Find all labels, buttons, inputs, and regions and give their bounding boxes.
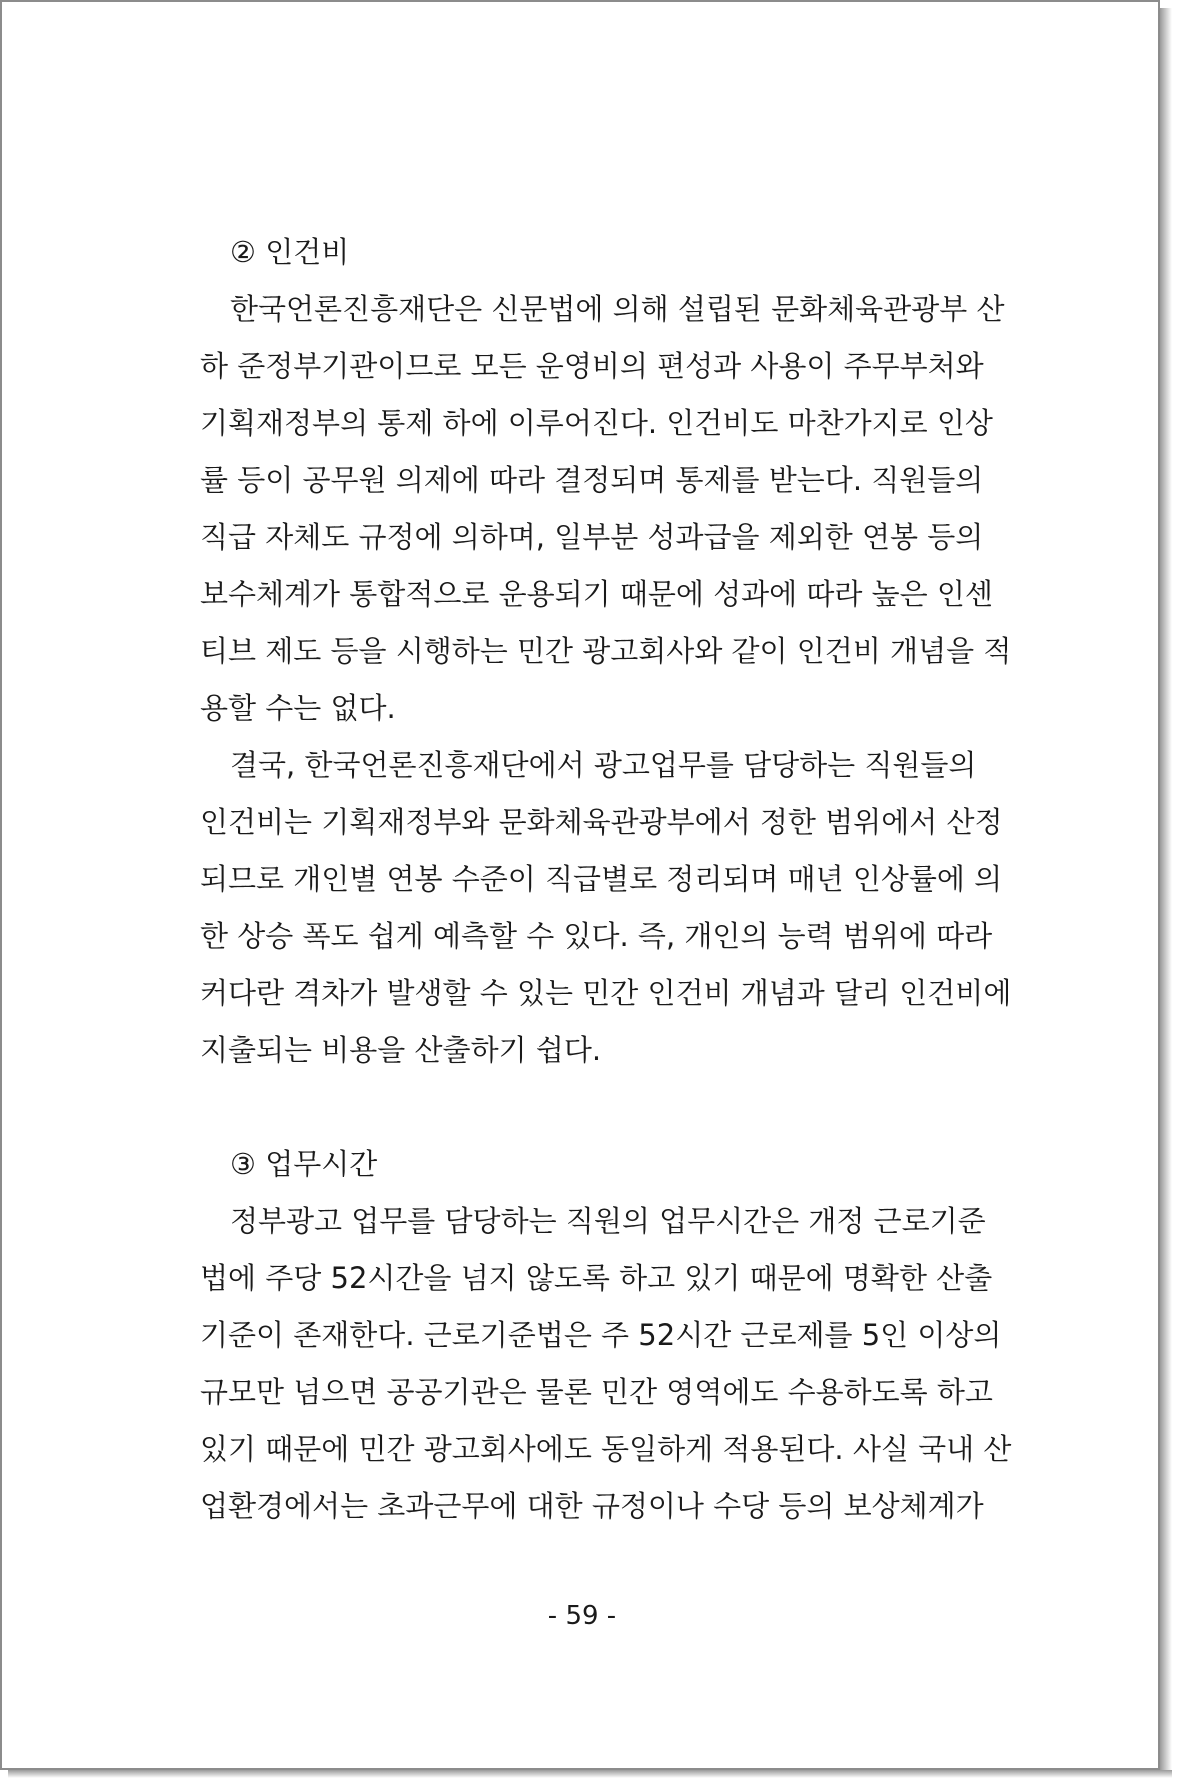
text-line: 정부광고 업무를 담당하는 직원의 업무시간은 개정 근로기준 [230,1204,986,1238]
text-line: 하 준정부기관이므로 모든 운영비의 편성과 사용이 주무부처와 [200,349,984,383]
page-shadow-bottom [8,1770,1172,1778]
page-number: - 59 - [547,1601,617,1631]
text-line: 있기 때문에 민간 광고회사에도 동일하게 적용된다. 사실 국내 산 [200,1432,1012,1466]
text-line: 업환경에서는 초과근무에 대한 규정이나 수당 등의 보상체계가 [200,1489,984,1523]
section-personnel-cost [200,224,1012,1079]
text-line: 인건비는 기획재정부와 문화체육관광부에서 정한 범위에서 산정 [200,805,1003,839]
section-working-hours [200,1136,1012,1535]
page-body [200,224,1012,1535]
text-line: 기획재정부의 통제 하에 이루어진다. 인건비도 마찬가지로 인상 [200,406,993,440]
text-line: 티브 제도 등을 시행하는 민간 광고회사와 같이 인건비 개념을 적 [200,634,1012,668]
text-line: 보수체계가 통합적으로 운용되기 때문에 성과에 따라 높은 인센 [200,577,993,611]
paragraph [200,1193,1012,1535]
text-line: 규모만 넘으면 공공기관은 물론 민간 영역에도 수용하도록 하고 [200,1375,993,1409]
section-spacer [200,1079,970,1136]
text-line: 한 상승 폭도 쉽게 예측할 수 있다. 즉, 개인의 능력 범위에 따라 [200,919,993,953]
text-line: 커다란 격차가 발생할 수 있는 민간 인건비 개념과 달리 인건비에 [200,976,1012,1010]
text-line: 결국, 한국언론진흥재단에서 광고업무를 담당하는 직원들의 [230,748,977,782]
text-line: 한국언론진흥재단은 신문법에 의해 설립된 문화체육관광부 산 [230,292,1005,326]
paragraph [200,281,1012,737]
text-line: 용할 수는 없다. [200,691,396,725]
text-line: 직급 자체도 규정에 의하며, 일부분 성과급을 제외한 연봉 등의 [200,520,984,554]
text-line: 법에 주당 52시간을 넘지 않도록 하고 있기 때문에 명확한 산출 [200,1261,993,1295]
text-line: 기준이 존재한다. 근로기준법은 주 52시간 근로제를 5인 이상의 [200,1318,1002,1352]
section-heading: ③ 업무시간 [230,1147,378,1181]
text-line: 되므로 개인별 연봉 수준이 직급별로 정리되며 매년 인상률에 의 [200,862,1003,896]
page-shadow-right [1160,8,1172,1778]
text-line: 지출되는 비용을 산출하기 쉽다. [200,1033,602,1067]
text-line: 률 등이 공무원 의제에 따라 결정되며 통제를 받는다. 직원들의 [200,463,984,497]
section-heading: ② 인건비 [230,235,350,269]
paragraph [200,737,1012,1079]
